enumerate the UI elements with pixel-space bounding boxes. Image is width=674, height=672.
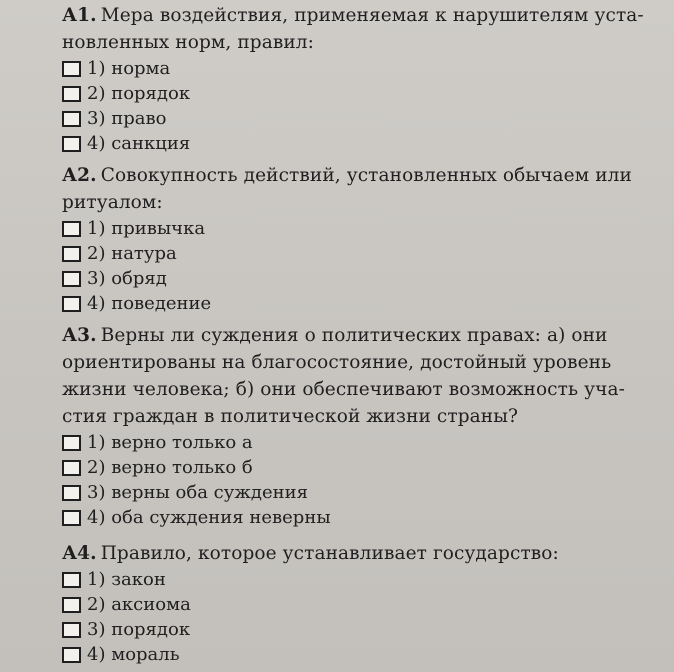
answer-label: 1) норма xyxy=(87,58,171,79)
answer-option[interactable] xyxy=(62,617,658,642)
question-line: стия граждан в политической жизни страны? xyxy=(62,406,519,427)
question-text xyxy=(62,540,658,567)
answer-label: 2) порядок xyxy=(87,83,191,104)
question-number: А3. xyxy=(62,325,97,346)
answer-label: 1) закон xyxy=(87,569,166,590)
answer-label: 3) право xyxy=(87,108,167,129)
answer-label: 1) привычка xyxy=(87,218,206,239)
answer-label: 4) санкция xyxy=(87,133,191,154)
answer-label: 2) аксиома xyxy=(87,594,191,615)
question-line: ритуалом: xyxy=(62,192,163,213)
answer-option[interactable] xyxy=(62,455,658,480)
question-a4 xyxy=(62,540,658,667)
question-line: Мера воздействия, применяемая к нарушителям уста- xyxy=(100,5,644,26)
question-line: Верны ли суждения о политических правах: а) они xyxy=(100,325,608,346)
question-text xyxy=(62,2,658,29)
answer-option[interactable] xyxy=(62,505,658,530)
answer-label: 3) верны оба суждения xyxy=(87,482,308,503)
answer-option[interactable] xyxy=(62,241,658,266)
answer-label: 2) натура xyxy=(87,243,177,264)
answer-checkbox[interactable] xyxy=(62,296,81,312)
question-number: А2. xyxy=(62,165,97,186)
answer-option[interactable] xyxy=(62,81,658,106)
answer-checkbox[interactable] xyxy=(62,485,81,501)
answer-option[interactable] xyxy=(62,567,658,592)
question-text xyxy=(62,189,658,216)
answer-checkbox[interactable] xyxy=(62,61,81,77)
question-a3 xyxy=(62,322,658,530)
question-line: жизни человека; б) они обеспечивают возможность уча- xyxy=(62,379,625,400)
question-text xyxy=(62,349,658,376)
answer-label: 4) мораль xyxy=(87,644,180,665)
answer-option[interactable] xyxy=(62,266,658,291)
question-line: новленных норм, правил: xyxy=(62,32,314,53)
question-text xyxy=(62,162,658,189)
question-a1 xyxy=(62,2,658,156)
answer-option[interactable] xyxy=(62,480,658,505)
answer-checkbox[interactable] xyxy=(62,510,81,526)
question-line: Совокупность действий, установленных обычаем или xyxy=(100,165,632,186)
answer-checkbox[interactable] xyxy=(62,597,81,613)
answer-option[interactable] xyxy=(62,131,658,156)
answer-option[interactable] xyxy=(62,56,658,81)
answer-label: 3) порядок xyxy=(87,619,191,640)
answer-label: 2) верно только б xyxy=(87,457,253,478)
question-line: ориентированы на благосостояние, достойный уровень xyxy=(62,352,612,373)
answer-checkbox[interactable] xyxy=(62,572,81,588)
answer-option[interactable] xyxy=(62,592,658,617)
answer-option[interactable] xyxy=(62,106,658,131)
question-text xyxy=(62,29,658,56)
answer-label: 4) оба суждения неверны xyxy=(87,507,331,528)
answer-checkbox[interactable] xyxy=(62,86,81,102)
answer-option[interactable] xyxy=(62,216,658,241)
question-number: А4. xyxy=(62,543,97,564)
question-text xyxy=(62,376,658,403)
answer-checkbox[interactable] xyxy=(62,460,81,476)
question-text xyxy=(62,322,658,349)
answer-checkbox[interactable] xyxy=(62,647,81,663)
answer-checkbox[interactable] xyxy=(62,622,81,638)
answer-checkbox[interactable] xyxy=(62,271,81,287)
answer-label: 3) обряд xyxy=(87,268,167,289)
question-a2 xyxy=(62,162,658,316)
answer-checkbox[interactable] xyxy=(62,111,81,127)
answer-checkbox[interactable] xyxy=(62,435,81,451)
question-text xyxy=(62,403,658,430)
question-line: Правило, которое устанавливает государство: xyxy=(100,543,559,564)
answer-checkbox[interactable] xyxy=(62,221,81,237)
answer-option[interactable] xyxy=(62,430,658,455)
answer-label: 4) поведение xyxy=(87,293,212,314)
answer-option[interactable] xyxy=(62,291,658,316)
question-number: А1. xyxy=(62,5,97,26)
answer-checkbox[interactable] xyxy=(62,246,81,262)
answer-option[interactable] xyxy=(62,642,658,667)
answer-checkbox[interactable] xyxy=(62,136,81,152)
answer-label: 1) верно только а xyxy=(87,432,253,453)
